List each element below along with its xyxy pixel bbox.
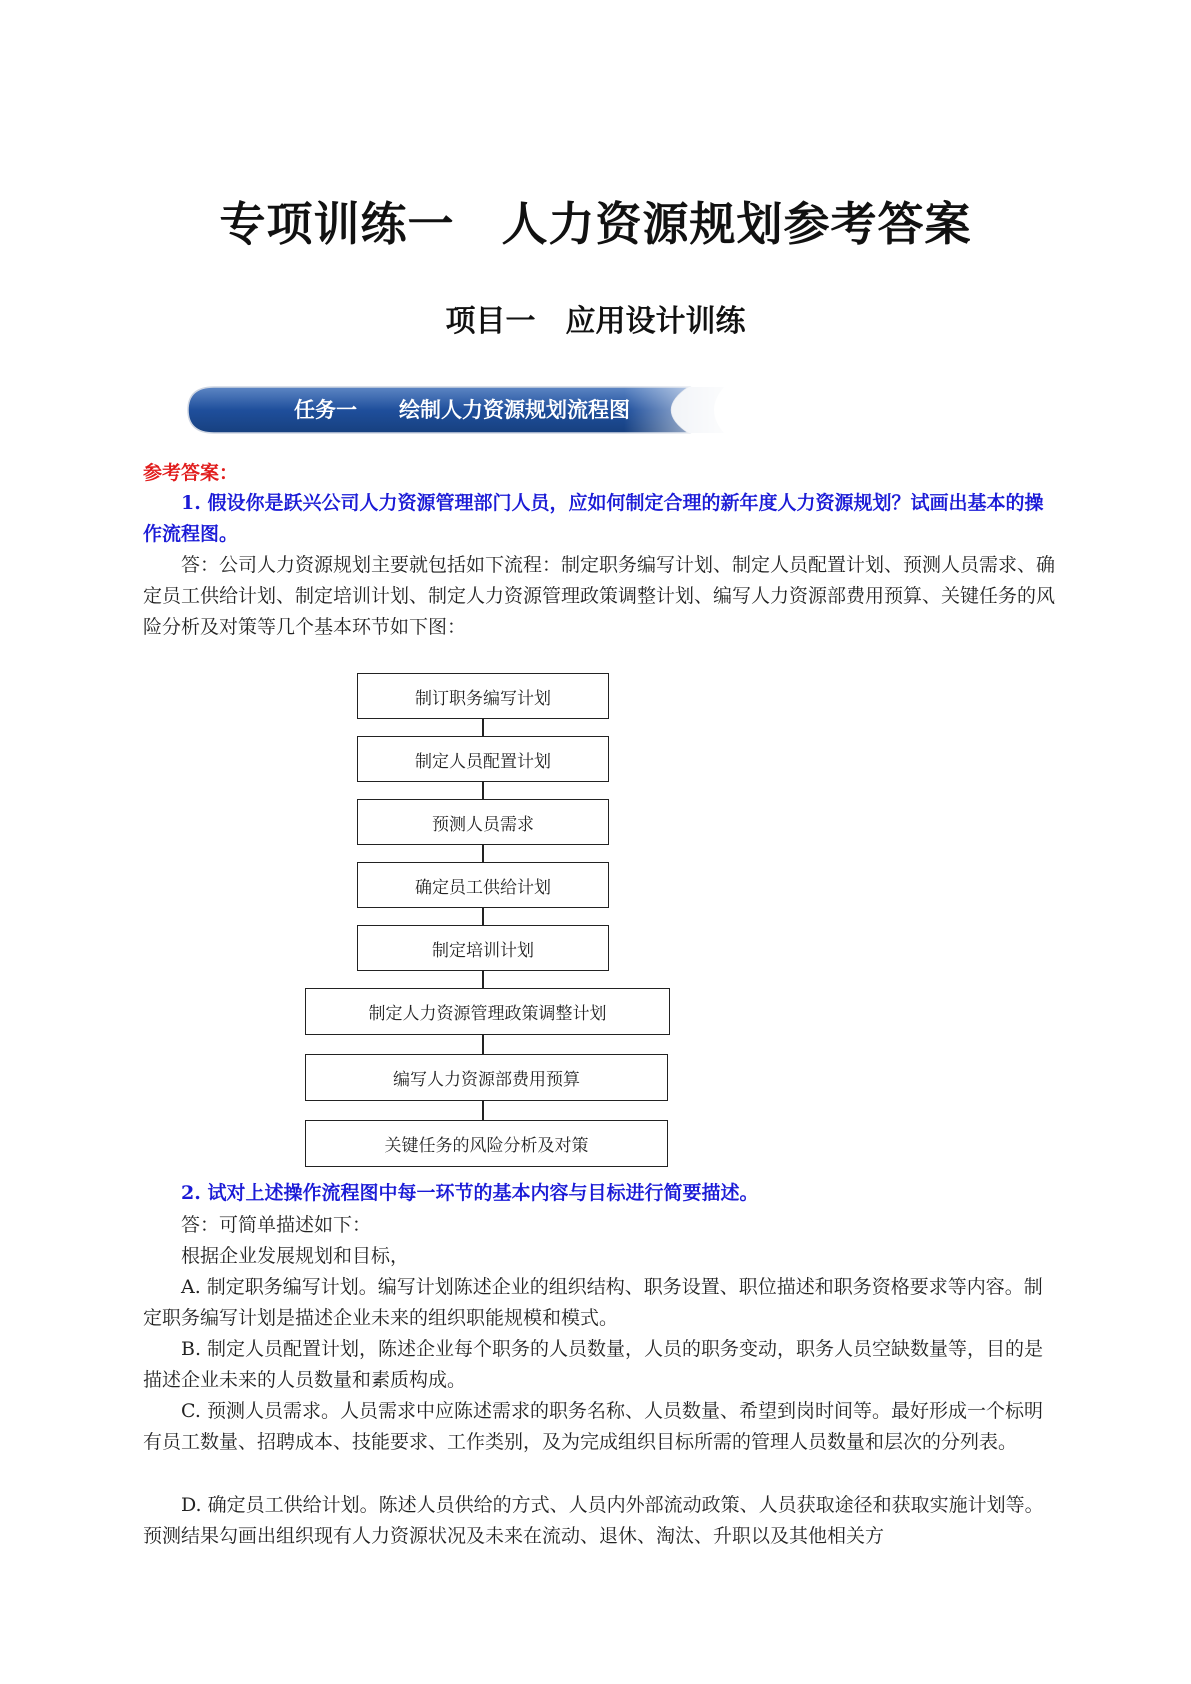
flow-step-3: 预测人员需求 bbox=[357, 799, 609, 845]
connector-line bbox=[482, 781, 484, 799]
flow-step-5: 制定培训计划 bbox=[357, 925, 609, 971]
answer-item-b: B. 制定人员配置计划，陈述企业每个职务的人员数量，人员的职务变动，职务人员空缺数量等，目的是描述企业未来的人员数量和素质构成。 bbox=[143, 1338, 1044, 1391]
flow-step-4: 确定员工供给计划 bbox=[357, 862, 609, 908]
connector-line bbox=[482, 1101, 484, 1120]
question-1: 1. 假设你是跃兴公司人力资源管理部门人员，应如何制定合理的新年度人力资源规划？试画出基本的操作流程图。 bbox=[143, 492, 1044, 545]
document-title: 专项训练一 人力资源规划参考答案 bbox=[219, 197, 972, 251]
flow-step-1: 制订职务编写计划 bbox=[357, 673, 609, 719]
question-2: 2. 试对上述操作流程图中每一环节的基本内容与目标进行简要描述。 bbox=[181, 1182, 759, 1204]
answer-1: 答：公司人力资源规划主要就包括如下流程：制定职务编写计划、制定人员配置计划、预测人员需求、确定员工供给计划、制定培训计划、制定人力资源管理政策调整计划、编写人力资源部费用预算、关键任务的风险分析及对策等几个基本环节如下图： bbox=[143, 554, 1056, 638]
answer-2-intro: 答：可简单描述如下： bbox=[181, 1214, 372, 1236]
connector-line bbox=[482, 844, 484, 862]
answer-item-a: A. 制定职务编写计划。编写计划陈述企业的组织结构、职务设置、职位描述和职务资格要求等内容。制定职务编写计划是描述企业未来的组织职能规模和模式。 bbox=[143, 1276, 1043, 1329]
section-title: 项目一 应用设计训练 bbox=[445, 304, 746, 339]
answer-label: 参考答案： bbox=[143, 462, 239, 484]
flow-step-8: 关键任务的风险分析及对策 bbox=[305, 1120, 668, 1167]
answer-item-d: D. 确定员工供给计划。陈述人员供给的方式、人员内外部流动政策、人员获取途径和获取实施计划等。预测结果勾画出组织现有人力资源状况及未来在流动、退休、淘汰、升职以及其他相关方 bbox=[143, 1494, 1044, 1547]
task-banner bbox=[184, 383, 744, 437]
flow-step-2: 制定人员配置计划 bbox=[357, 736, 609, 782]
connector-line bbox=[482, 718, 484, 736]
answer-item-c: C. 预测人员需求。人员需求中应陈述需求的职务名称、人员数量、希望到岗时间等。最好形成一个标明有员工数量、招聘成本、技能要求、工作类别，及为完成组织目标所需的管理人员数量和层次的分列表。 bbox=[143, 1400, 1043, 1453]
answer-2-basis: 根据企业发展规划和目标， bbox=[181, 1245, 410, 1267]
flow-step-7: 编写人力资源部费用预算 bbox=[305, 1054, 668, 1101]
flow-step-6: 制定人力资源管理政策调整计划 bbox=[305, 988, 670, 1035]
banner-label: 任务一 绘制人力资源规划流程图 bbox=[294, 398, 630, 422]
connector-line bbox=[482, 970, 484, 988]
connector-line bbox=[482, 907, 484, 925]
connector-line bbox=[482, 1034, 484, 1054]
